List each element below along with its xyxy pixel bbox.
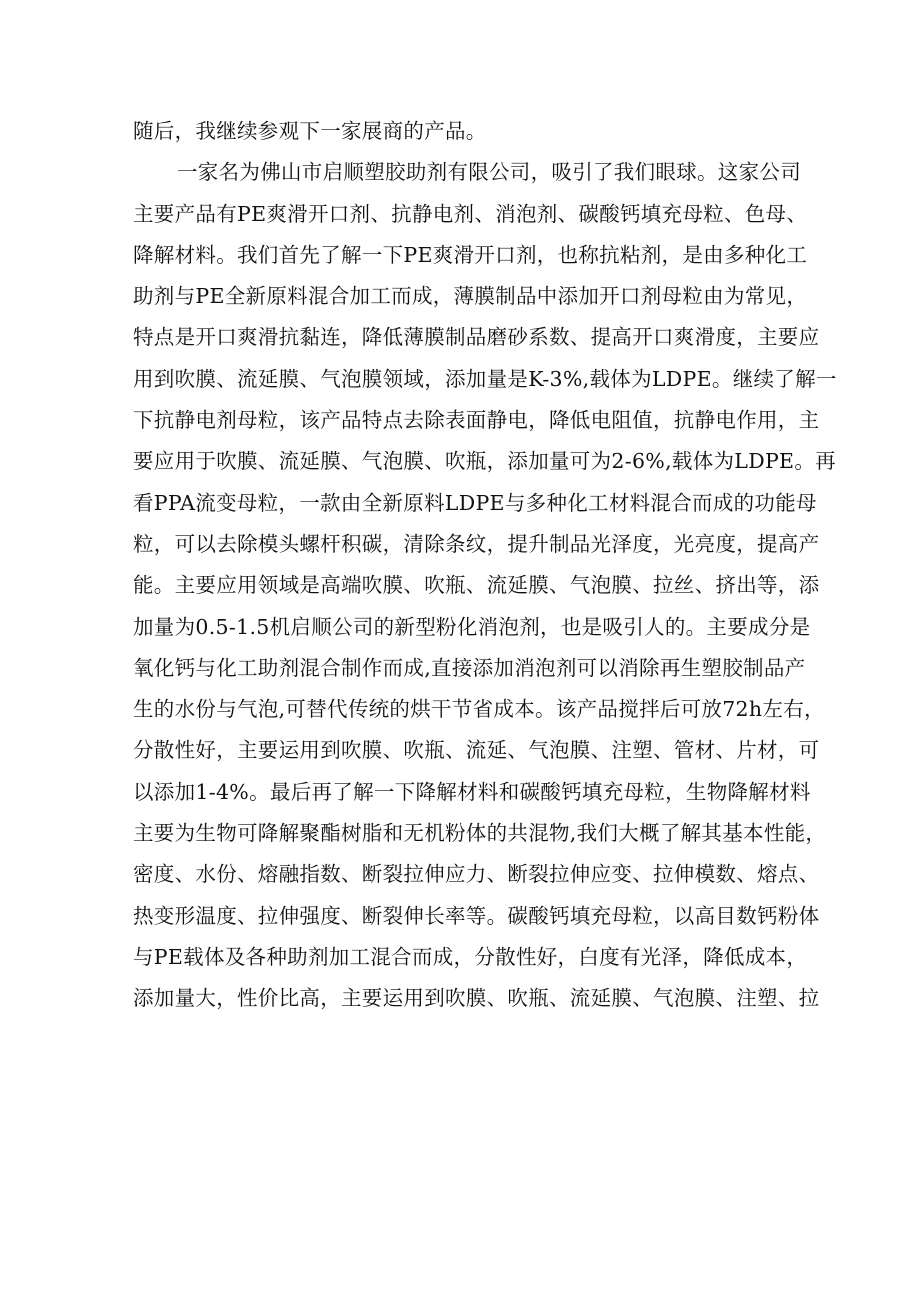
text-line: 氧化钙与化工助剂混合制作而成,直接添加消泡剂可以消除再生塑胶制品产 [133,655,806,680]
text-line: 主要产品有PE爽滑开口剂、抗静电剂、消泡剂、碳酸钙填充母粒、色母、 [133,201,808,226]
text-line: 粒，可以去除模头螺杆积碳，清除条纹，提升制品光泽度，光亮度，提高产 [133,531,820,556]
text-line: 降解材料。我们首先了解一下PE爽滑开口剂，也称抗粘剂，是由多种化工 [133,242,808,267]
text-line: 一家名为佛山市启顺塑胶助剂有限公司，吸引了我们眼球。这家公司 [177,160,801,185]
text-line: 主要为生物可降解聚酯树脂和无机粉体的共混物,我们大概了解其基本性能， [133,821,827,846]
text-line: 下抗静电剂母粒，该产品特点去除表面静电，降低电阻值，抗静电作用，主 [133,408,820,433]
text-line: 密度、水份、熔融指数、断裂拉伸应力、断裂拉伸应变、拉伸模数、熔点、 [133,862,820,887]
text-line: 看PPA流变母粒，一款由全新原料LDPE与多种化工材料混合而成的功能母 [133,490,817,515]
text-line: 用到吹膜、流延膜、气泡膜领域，添加量是K-3%,载体为LDPE。继续了解一 [133,366,837,391]
text-line: 特点是开口爽滑抗黏连，降低薄膜制品磨砂系数、提高开口爽滑度，主要应 [133,325,820,350]
text-line: 助剂与PE全新原料混合加工而成，薄膜制品中添加开口剂母粒由为常见， [133,284,808,309]
text-line: 能。主要应用领域是高端吹膜、吹瓶、流延膜、气泡膜、拉丝、挤出等，添 [133,573,820,598]
text-line: 要应用于吹膜、流延膜、气泡膜、吹瓶，添加量可为2-6%,载体为LDPE。再 [133,449,836,474]
text-line: 分散性好，主要运用到吹膜、吹瓶、流延、气泡膜、注塑、管材、片材，可 [133,738,820,763]
text-line: 与PE载体及各种助剂加工混合而成，分散性好，白度有光泽，降低成本， [133,944,808,969]
text-line: 热变形温度、拉伸强度、断裂伸长率等。碳酸钙填充母粒，以高目数钙粉体 [133,903,820,928]
text-line: 随后，我继续参观下一家展商的产品。 [133,119,487,143]
body-text [133,111,837,1020]
text-line: 加量为0.5-1.5机启顺公司的新型粉化消泡剂，也是吸引人的。主要成分是 [133,614,811,639]
text-line: 以添加1-4%。最后再了解一下降解材料和碳酸钙填充母粒，生物降解材料 [133,779,811,804]
text-line: 添加量大，性价比高，主要运用到吹膜、吹瓶、流延膜、气泡膜、注塑、拉 [133,986,820,1011]
text-line: 生的水份与气泡,可替代传统的烘干节省成本。该产品搅拌后可放72h左右， [133,697,825,722]
